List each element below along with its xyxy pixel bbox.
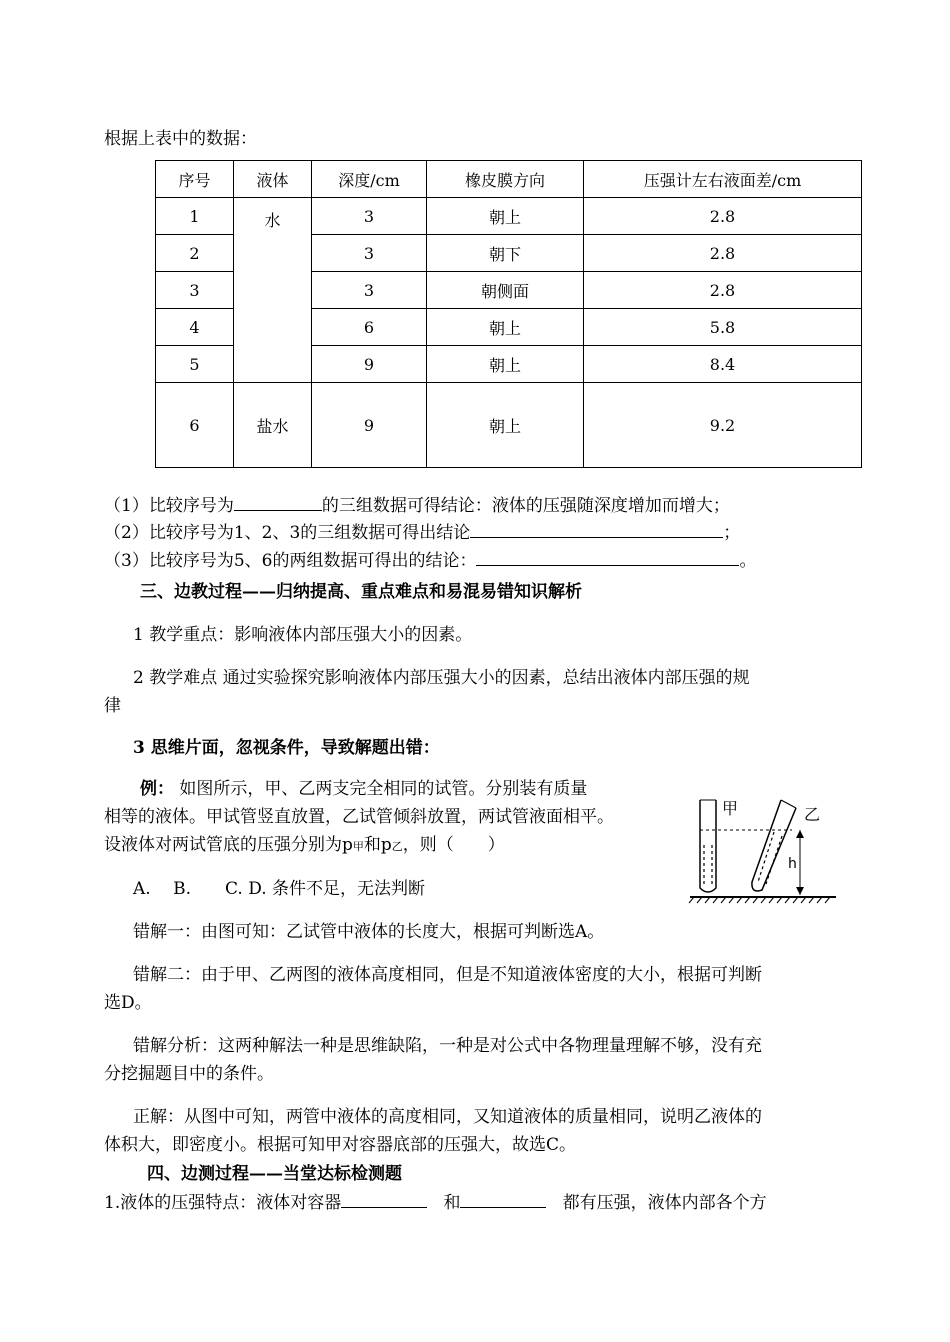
test-question-1-tail: 都有压强，液体内部各个方 xyxy=(562,1193,767,1213)
paragraph-difficulty-line1: 2 教学难点 通过实验探究影响液体内部压强大小的因素，总结出液体内部压强的规 xyxy=(133,668,750,688)
wrong-solution-1: 错解一：由图可知：乙试管中液体的长度大，根据可判断选A。 xyxy=(133,922,605,942)
table-cell: 6 xyxy=(312,309,427,346)
correct-solution-line2: 体积大，即密度小。根据可知甲对容器底部的压强大，故选C。 xyxy=(104,1135,577,1155)
table-cell: 2.8 xyxy=(584,198,862,235)
wrong-solution-2-line2: 选D。 xyxy=(104,993,152,1013)
question-3-lead: （3）比较序号为5、6的两组数据可得出的结论： xyxy=(104,551,477,571)
question-3-blank[interactable] xyxy=(476,565,739,566)
error-analysis-line2: 分挖掘题目中的条件。 xyxy=(104,1064,274,1084)
intro-text: 根据上表中的数据： xyxy=(104,129,257,149)
table-header-row xyxy=(156,161,862,198)
data-table xyxy=(155,160,862,468)
paragraph-difficulty-line2: 律 xyxy=(104,696,121,716)
test-question-1-and: 和 xyxy=(443,1193,461,1213)
table-cell: 盐水 xyxy=(234,383,312,468)
section-4-heading: 四、边测过程——当堂达标检测题 xyxy=(147,1164,402,1184)
example-options: A. B. C. D. 条件不足，无法判断 xyxy=(133,879,426,899)
subscript-jia: 甲 xyxy=(352,840,364,853)
table-cell: 5.8 xyxy=(584,309,862,346)
example-text: 设液体对两试管底的压强分别为p xyxy=(104,835,353,855)
question-3 xyxy=(104,546,756,571)
tube-yi xyxy=(752,800,796,891)
arrow-head-up xyxy=(796,830,804,838)
table-cell: 朝侧面 xyxy=(427,272,584,309)
table-cell: 朝上 xyxy=(427,198,584,235)
table-cell: 6 xyxy=(156,383,234,468)
table-cell: 2.8 xyxy=(584,235,862,272)
test-question-1-blank-a[interactable] xyxy=(341,1207,427,1208)
example-text: 和p xyxy=(363,835,392,855)
table-cell: 朝上 xyxy=(427,383,584,468)
table-cell: 9 xyxy=(312,346,427,383)
table-cell: 朝上 xyxy=(427,346,584,383)
example-line2: 相等的液体。甲试管竖直放置，乙试管倾斜放置，两试管液面相平。 xyxy=(104,807,614,827)
question-2-blank[interactable] xyxy=(470,537,723,538)
liquid-yi xyxy=(758,832,782,884)
question-3-tail: 。 xyxy=(739,551,757,571)
table-row xyxy=(156,198,862,235)
table-cell-liquid: 水 xyxy=(234,198,312,383)
table-cell: 3 xyxy=(312,198,427,235)
example-text: 如图所示，甲、乙两支完全相同的试管。分别装有质量 xyxy=(179,779,588,799)
tube-yi-rim xyxy=(781,800,796,808)
table-header: 深度/cm xyxy=(312,161,427,198)
paragraph-focus: 1 教学重点：影响液体内部压强大小的因素。 xyxy=(133,625,473,645)
label-h: h xyxy=(788,856,797,872)
table-cell: 9.2 xyxy=(584,383,862,468)
test-question-1-blank-b[interactable] xyxy=(460,1207,546,1208)
subscript-yi: 乙 xyxy=(391,840,403,853)
table-cell: 1 xyxy=(156,198,234,235)
question-2-tail: ； xyxy=(723,523,741,543)
question-1-lead: （1）比较序号为 xyxy=(104,496,234,516)
question-1-tail: 的三组数据可得结论：液体的压强随深度增加而增大； xyxy=(321,496,730,516)
table-row xyxy=(156,383,862,468)
wrong-solution-2-line1: 错解二：由于甲、乙两图的液体高度相同，但是不知道液体密度的大小，根据可判断 xyxy=(133,965,762,985)
table-header: 压强计左右液面差/cm xyxy=(584,161,862,198)
question-2-lead: （2）比较序号为1、2、3的三组数据可得出结论 xyxy=(104,523,471,543)
table-cell: 朝上 xyxy=(427,309,584,346)
test-tube-figure xyxy=(688,790,838,905)
liquid-jia xyxy=(704,845,712,885)
table-cell: 3 xyxy=(312,235,427,272)
paragraph-error-heading: 3 思维片面，忽视条件，导致解题出错： xyxy=(133,738,440,758)
table-cell: 3 xyxy=(156,272,234,309)
correct-solution-line1: 正解：从图中可知，两管中液体的高度相同，又知道液体的质量相同，说明乙液体的 xyxy=(133,1107,762,1127)
question-1 xyxy=(104,491,730,516)
table-cell: 2 xyxy=(156,235,234,272)
example-line1 xyxy=(140,774,587,799)
table-cell: 朝下 xyxy=(427,235,584,272)
test-question-1 xyxy=(104,1188,767,1213)
table-cell: 8.4 xyxy=(584,346,862,383)
question-2 xyxy=(104,518,740,543)
table-cell: 9 xyxy=(312,383,427,468)
table-cell: 5 xyxy=(156,346,234,383)
example-line3 xyxy=(104,830,505,855)
section-3-heading: 三、边教过程——归纳提高、重点难点和易混易错知识解析 xyxy=(140,582,582,602)
test-question-1-lead: 1.液体的压强特点：液体对容器 xyxy=(104,1193,342,1213)
table-header: 序号 xyxy=(156,161,234,198)
question-1-blank[interactable] xyxy=(234,510,322,511)
table-cell: 2.8 xyxy=(584,272,862,309)
tube-jia xyxy=(700,800,716,892)
table-header: 液体 xyxy=(234,161,312,198)
label-jia: 甲 xyxy=(722,799,739,818)
label-yi: 乙 xyxy=(804,805,821,824)
error-analysis-line1: 错解分析：这两种解法一种是思维缺陷，一种是对公式中各物理量理解不够，没有充 xyxy=(133,1036,762,1056)
table-cell: 4 xyxy=(156,309,234,346)
arrow-head-down xyxy=(796,887,804,895)
table-header: 橡皮膜方向 xyxy=(427,161,584,198)
example-label: 例： xyxy=(140,779,174,799)
example-text: ，则（ ） xyxy=(402,835,505,855)
table-cell: 3 xyxy=(312,272,427,309)
